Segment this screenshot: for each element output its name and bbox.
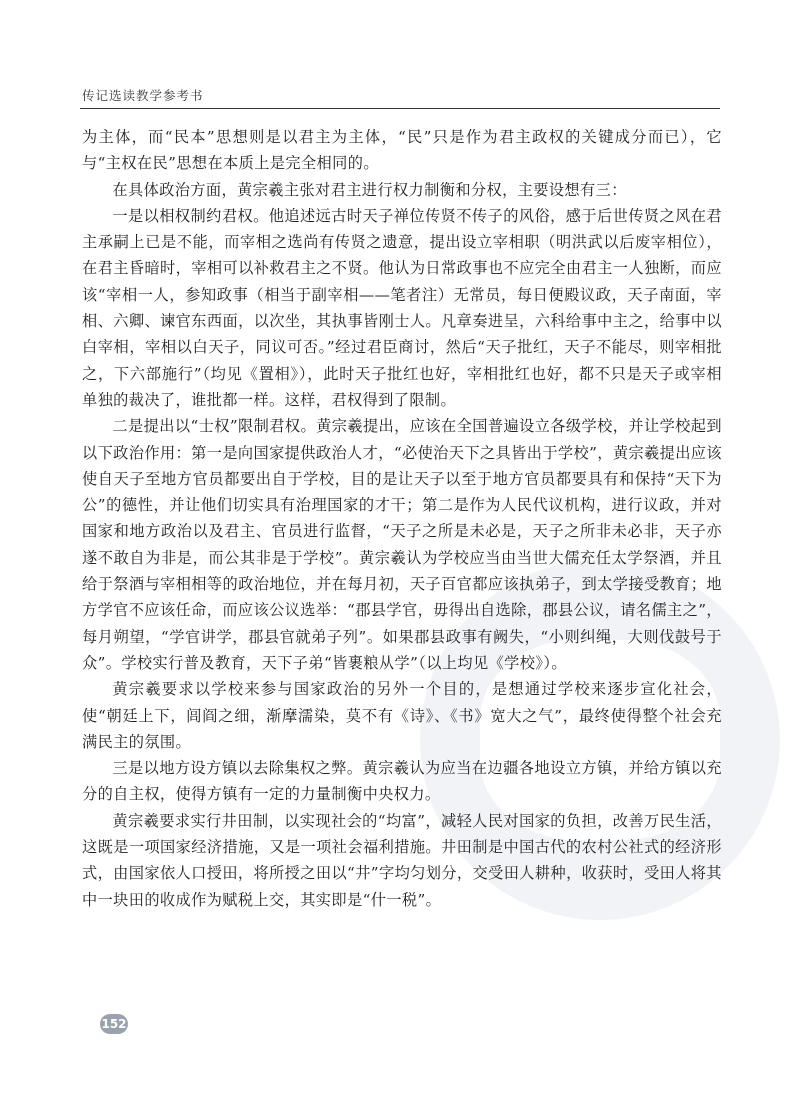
paragraph-3: 一是以相权制约君权。他追述远古时天子禅位传贤不传子的风俗，感于后世传贤之风在君主承嗣上已是不能，而宰相之选尚有传贤之遗意，提出设立宰相职（明洪武以后废宰相位），在君主昏暗时，宰相可以补救君主之不贤。他认为日常政事也不应完全由君主一人独断，而应该“宰相一人，参知政事（相当于副宰相——笔者注）无常员，每日便殿议政，天子南面，宰相、六卿、谏官东西面，以次坐，其执事皆刚士人。凡章奏进呈，六科给事中主之，给事中以白宰相，宰相以白天子，同议可否。”经过君臣商讨，然后“天子批红，天子不能尽，则宰相批之，下六部施行”（均见《置相》），此时天子批红也好，宰相批红也好，都不只是天子或宰相单独的裁决了，谁批都一样。这样，君权得到了限制。 (82, 206, 722, 409)
paragraph-1: 为主体，而“民本”思想则是以君主为主体，“民”只是作为君主政权的关键成分而已），它与“主权在民”思想在本质上是完全相同的。 (82, 128, 722, 173)
paragraph-5: 黄宗羲要求以学校来参与国家政治的另外一个目的，是想通过学校来逐步宣化社会，使“朝廷上下，闾阎之细，渐摩濡染，莫不有《诗》、《书》宽大之气”，最终使得整个社会充满民主的氛围。 (82, 680, 722, 751)
paragraph-6: 三是以地方设方镇以去除集权之弊。黄宗羲认为应当在边疆各地设立方镇，并给方镇以充分的自主权，使得方镇有一定的力量制衡中央权力。 (82, 759, 722, 804)
running-title: 传记选读教学参考书 (82, 88, 204, 103)
paragraph-4: 二是提出以“士权”限制君权。黄宗羲提出，应该在全国普遍设立各级学校，并让学校起到以下政治作用：第一是向国家提供政治人才，“必使治天下之具皆出于学校”，黄宗羲提出应该使自天子至地方官员都要出自于学校，目的是让天子以至于地方官员都要具有和保持“天下为公”的德性，并让他们切实具有治理国家的才干；第二是作为人民代议机构，进行议政，并对国家和地方政治以及君主、官员进行监督，“天子之所是未必是，天子之所非未必非，天子亦遂不敢自为非是，而公其非是于学校”。黄宗羲认为学校应当由当世大儒充任太学祭酒，并且给于祭酒与宰相相等的政治地位，并在每月初，天子百官都应该执弟子，到太学接受教育；地方学官不应该任命，而应该公议选举：“郡县学官，毋得出自选除，郡县公议，请名儒主之”，每月朔望，“学官讲学，郡县官就弟子列”。如果郡县政事有阙失，“小则纠绳，大则伐鼓号于众”。学校实行普及教育，天下子弟“皆裹粮从学”（以上均见《学校》）。 (82, 417, 722, 672)
page-number: 152 (100, 1014, 128, 1034)
body-text (82, 124, 722, 913)
page-header (80, 84, 720, 109)
paragraph-7: 黄宗羲要求实行井田制，以实现社会的“均富”，减轻人民对国家的负担，改善万民生活，这既是一项国家经济措施，又是一项社会福利措施。井田制是中国古代的农村公社式的经济形式，由国家依人口授田，将所授之田以“井”字均匀划分，交受田人耕种，收获时，受田人将其中一块田的收成作为赋税上交，其实即是“什一税”。 (82, 811, 722, 909)
paragraph-2: 在具体政治方面，黄宗羲主张对君主进行权力制衡和分权，主要设想有三： (112, 180, 627, 199)
